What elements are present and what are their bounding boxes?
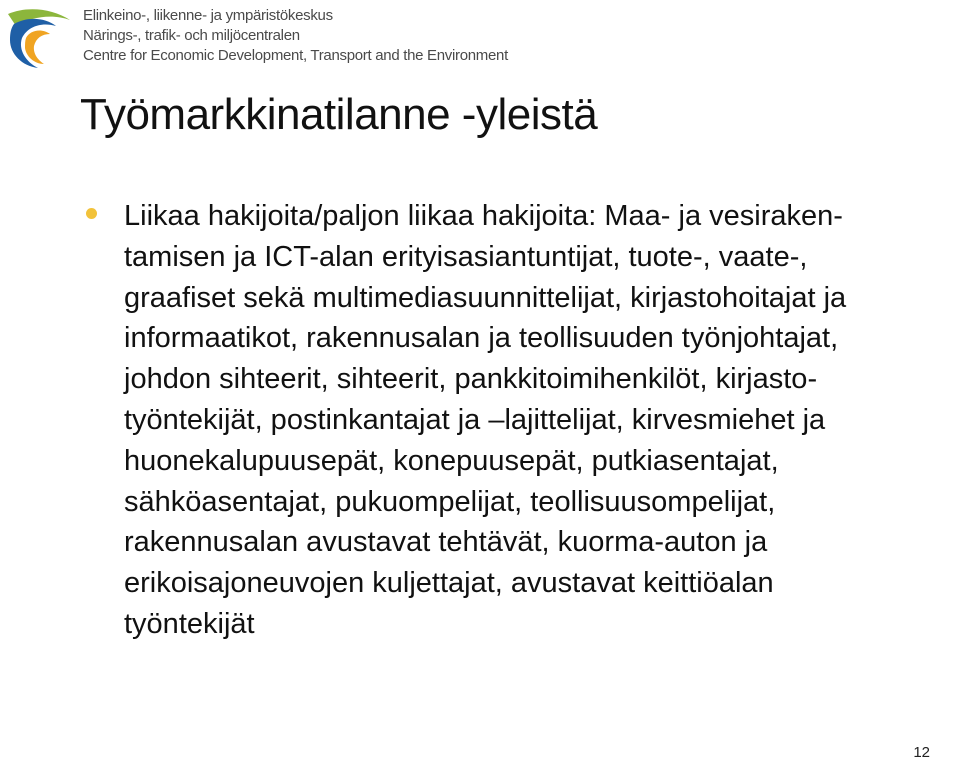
bullet-line: huonekalupuusepät, konepuusepät, putkiasentajat, <box>124 444 779 477</box>
bullet-line: sähköasentajat, pukuompelijat, teollisuusompelijat, <box>124 485 776 518</box>
bullet-text <box>124 196 846 645</box>
logo-orange-swoosh <box>25 31 50 64</box>
bullet-line: rakennusalan avustavat tehtävät, kuorma-auton ja <box>124 526 768 559</box>
page-number: 12 <box>913 744 930 761</box>
slide-title: Työmarkkinatilanne -yleistä <box>80 90 598 139</box>
bullet-line: erikoisajoneuvojen kuljettajat, avustavat keittiöalan <box>124 567 774 600</box>
bullet-line: työntekijät, postinkantajat ja –lajittelijat, kirvesmiehet ja <box>124 403 826 436</box>
bullet-line: työntekijät <box>124 607 255 640</box>
bullet-line: johdon sihteerit, sihteerit, pankkitoimihenkilöt, kirjasto- <box>124 363 818 396</box>
bullet-line: graafiset sekä multimediasuunnittelijat, kirjastohoitajat ja <box>124 281 847 314</box>
bullet-line: informaatikot, rakennusalan ja teollisuuden työnjohtajat, <box>124 322 839 355</box>
org-name-swedish: Närings-, trafik- och miljöcentralen <box>83 27 300 44</box>
bullet-marker <box>86 208 97 219</box>
bullet-line: tamisen ja ICT-alan erityisasiantuntijat, tuote-, vaate-, <box>124 240 808 273</box>
org-name-english: Centre for Economic Development, Transport and the Environment <box>83 47 508 64</box>
org-name-finnish: Elinkeino-, liikenne- ja ympäristökeskus <box>83 7 333 24</box>
organization-name <box>83 6 508 66</box>
ely-centre-logo <box>4 4 76 72</box>
bullet-line: Liikaa hakijoita/paljon liikaa hakijoita: Maa- ja vesiraken- <box>124 200 843 232</box>
